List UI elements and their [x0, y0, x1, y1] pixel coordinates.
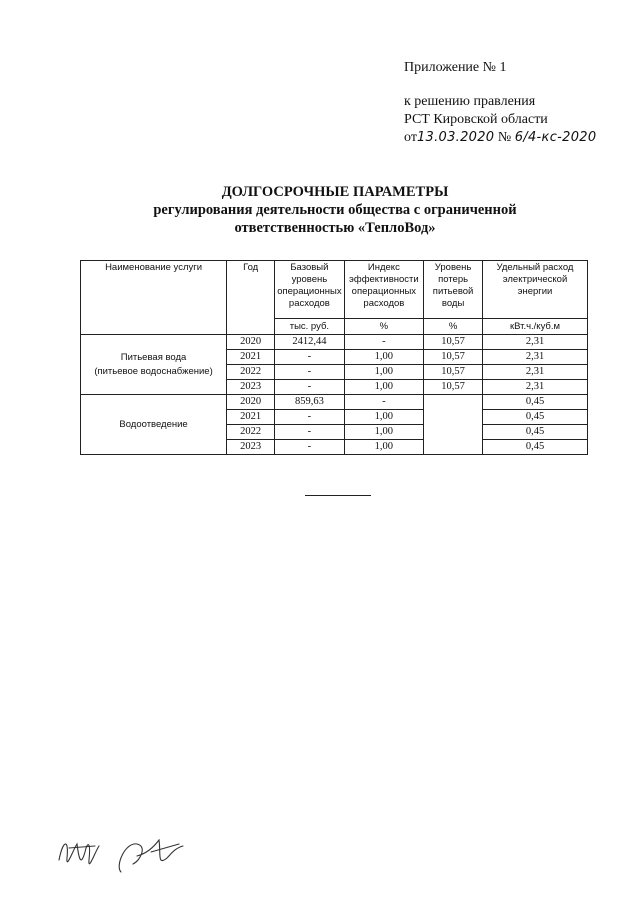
unit-energy: кВт.ч./куб.м — [483, 319, 588, 335]
header-water-loss: Уровень потерь питьевой воды — [424, 261, 483, 319]
cell-base: 2412,44 — [275, 335, 344, 350]
decision-line-3 — [404, 129, 596, 147]
cell-index: 1,00 — [344, 410, 424, 425]
cell-loss: 10,57 — [424, 365, 483, 380]
cell-energy: 0,45 — [483, 440, 588, 455]
header-base-level: Базовый уровень операционных расходов — [275, 261, 344, 319]
cell-energy: 2,31 — [483, 350, 588, 365]
cell-year: 2021 — [227, 410, 275, 425]
cell-energy: 2,31 — [483, 380, 588, 395]
cell-base: - — [275, 410, 344, 425]
unit-base: тыс. руб. — [275, 319, 344, 335]
title-line-2: регулирования деятельности общества с ограниченной — [153, 202, 517, 218]
service-water — [81, 335, 227, 395]
parameters-table — [80, 260, 588, 455]
signatures — [55, 830, 215, 880]
cell-index: - — [344, 395, 424, 410]
unit-index: % — [344, 319, 424, 335]
cell-loss-empty — [424, 395, 483, 455]
unit-loss: % — [424, 319, 483, 335]
cell-year: 2022 — [227, 425, 275, 440]
document-title — [80, 183, 590, 237]
cell-base: - — [275, 365, 344, 380]
cell-index: - — [344, 335, 424, 350]
table-row — [81, 395, 588, 410]
title-line-3: ответственностью «ТеплоВод» — [234, 220, 436, 236]
cell-year: 2023 — [227, 380, 275, 395]
cell-energy: 0,45 — [483, 425, 588, 440]
closing-rule — [305, 495, 371, 496]
service-sewer: Водоотведение — [81, 395, 227, 455]
cell-loss: 10,57 — [424, 350, 483, 365]
header-year: Год — [227, 261, 275, 335]
cell-index: 1,00 — [344, 350, 424, 365]
cell-base: - — [275, 350, 344, 365]
cell-base: - — [275, 440, 344, 455]
table-row — [81, 335, 588, 350]
header-efficiency-index: Индекс эффективности операционных расходов — [344, 261, 424, 319]
cell-index: 1,00 — [344, 380, 424, 395]
cell-year: 2020 — [227, 395, 275, 410]
cell-loss: 10,57 — [424, 380, 483, 395]
cell-year: 2023 — [227, 440, 275, 455]
cell-energy: 0,45 — [483, 410, 588, 425]
cell-index: 1,00 — [344, 365, 424, 380]
cell-index: 1,00 — [344, 440, 424, 455]
service-water-line-2: (питьевое водоснабжение) — [94, 365, 213, 377]
decision-line-2: РСТ Кировской области — [404, 112, 548, 127]
cell-energy: 0,45 — [483, 395, 588, 410]
decision-number: 6/4-кс-2020 — [514, 130, 597, 145]
title-line-1: ДОЛГОСРОЧНЫЕ ПАРАМЕТРЫ — [221, 184, 449, 200]
cell-base: - — [275, 380, 344, 395]
service-water-line-1: Питьевая вода — [120, 351, 187, 363]
appendix-label: Приложение № 1 — [404, 60, 507, 75]
header-energy-consumption: Удельный расход электрической энергии — [483, 261, 588, 319]
cell-base: - — [275, 425, 344, 440]
decision-line-1: к решению правления — [404, 94, 536, 109]
header-service: Наименование услуги — [81, 261, 227, 335]
decision-number-label: № — [497, 130, 512, 145]
cell-energy: 2,31 — [483, 335, 588, 350]
decision-date: 13.03.2020 — [416, 130, 495, 145]
signature-2 — [119, 840, 183, 872]
cell-energy: 2,31 — [483, 365, 588, 380]
cell-base: 859,63 — [275, 395, 344, 410]
cell-loss: 10,57 — [424, 335, 483, 350]
table-header-row — [81, 261, 588, 319]
cell-year: 2021 — [227, 350, 275, 365]
decision-prefix: от — [404, 130, 417, 145]
cell-year: 2022 — [227, 365, 275, 380]
cell-year: 2020 — [227, 335, 275, 350]
cell-index: 1,00 — [344, 425, 424, 440]
decision-reference — [404, 93, 596, 147]
